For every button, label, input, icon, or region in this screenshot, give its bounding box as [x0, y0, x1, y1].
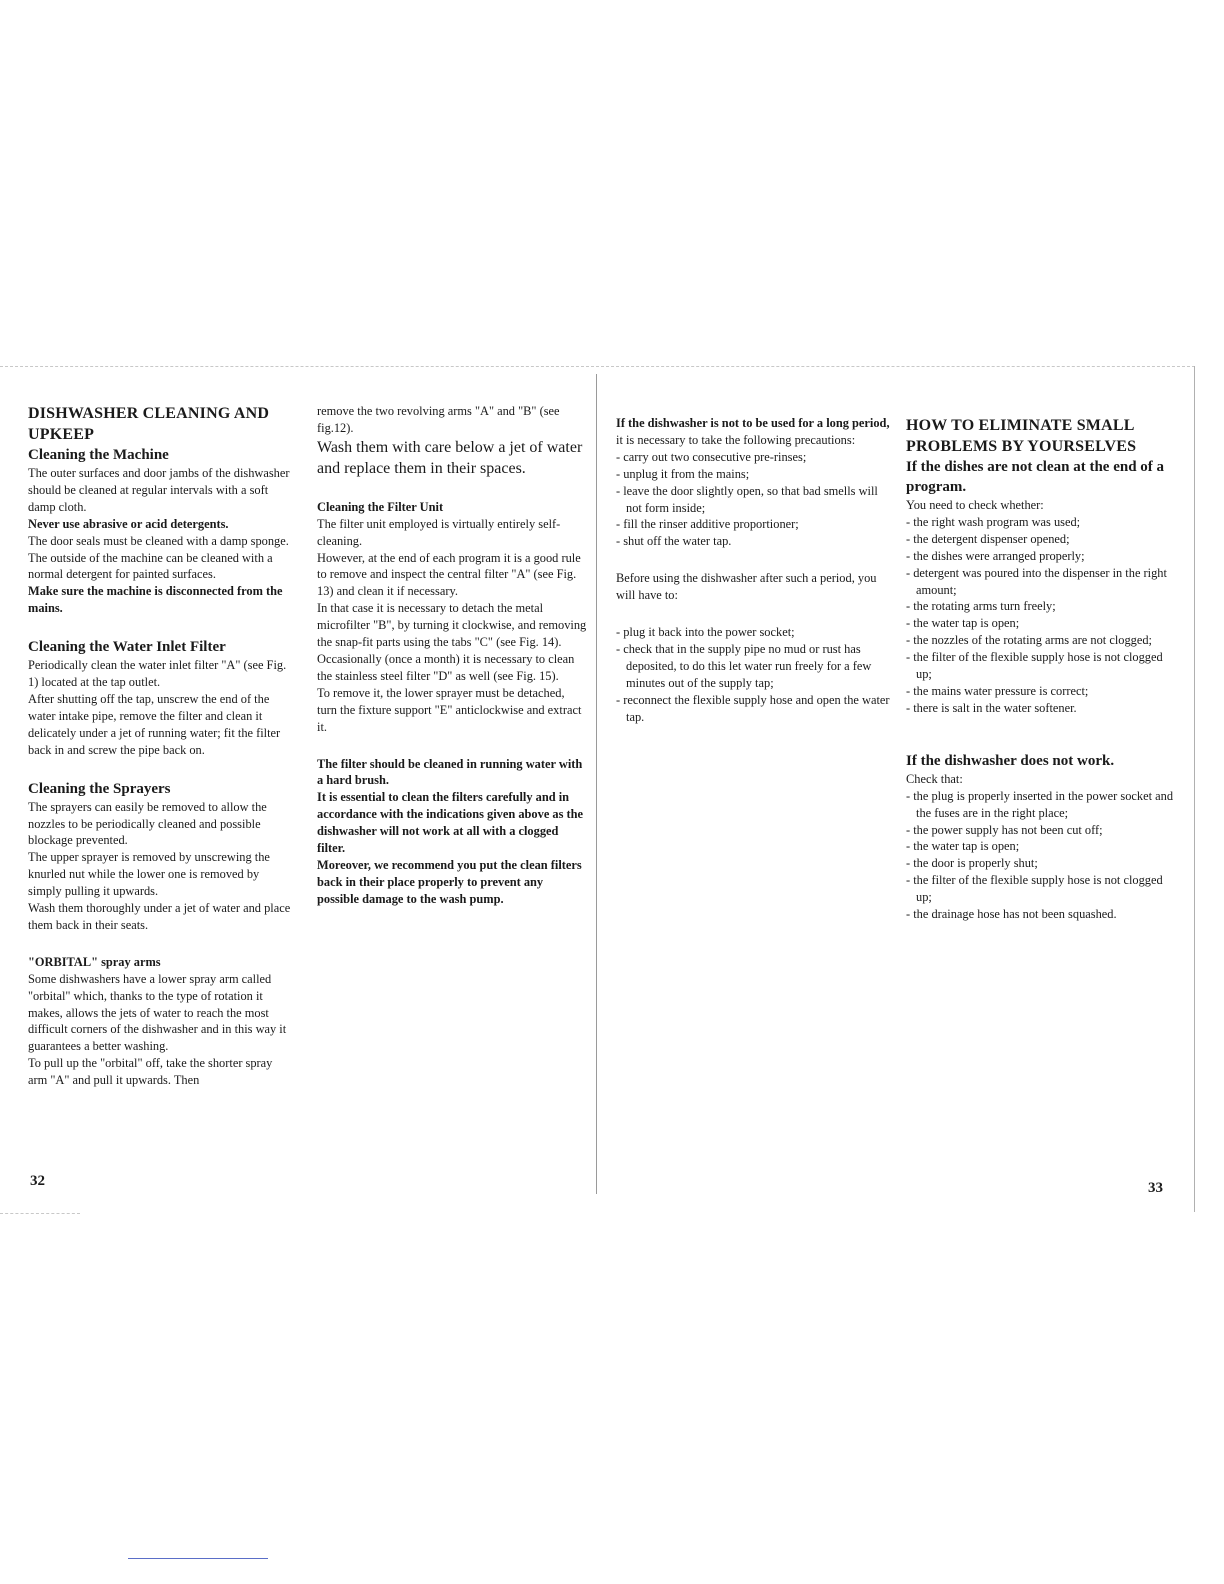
paragraph: The filter unit employed is virtually entirely self-cleaning.	[317, 516, 561, 548]
left-page-column-2	[317, 403, 587, 908]
list-item: - detergent was poured into the dispenser in the right amount;	[906, 565, 1167, 597]
list-item: - reconnect the flexible supply hose and open the water tap.	[616, 692, 890, 724]
paragraph: Periodically clean the water inlet filter "A" (see Fig. 1) located at the tap outlet.	[28, 658, 287, 690]
filter-note: The filter should be cleaned in running water with a hard brush.	[317, 756, 583, 788]
scan-edge-bottom	[0, 1213, 80, 1214]
not-work-heading: If the dishwasher does not work.	[906, 752, 1115, 769]
paragraph: The outer surfaces and door jambs of the dishwasher should be cleaned at regular intervals with a soft damp cloth.	[28, 466, 290, 514]
list-item: - shut off the water tap.	[616, 534, 732, 549]
sprayers-heading: Cleaning the Sprayers	[28, 780, 171, 797]
right-page-column-2	[906, 415, 1176, 923]
filter-note: It is essential to clean the filters carefully and in accordance with the indications given above as the dishwasher will not work at all with a clogged filter.	[317, 790, 584, 856]
paragraph: Wash them thoroughly under a jet of water and place them back in their seats.	[28, 901, 291, 932]
long-period-lead: If the dishwasher is not to be used for a long period,	[616, 416, 890, 430]
problems-title: HOW TO ELIMINATE SMALL PROBLEMS BY YOURSELVES	[906, 417, 1137, 455]
list-item: - the plug is properly inserted in the power socket and the fuses are in the right place;	[906, 788, 1174, 820]
left-page-column-1	[28, 403, 293, 1089]
long-period-intro	[616, 415, 891, 449]
list-item: - the power supply has not been cut off;	[906, 822, 1103, 837]
list-item: - leave the door slightly open, so that bad smells will not form inside;	[616, 483, 878, 515]
page-edge-right	[1194, 366, 1195, 1212]
warning-text: Never use abrasive or acid detergents.	[28, 516, 229, 531]
cleaning-machine-heading: Cleaning the Machine	[28, 447, 169, 463]
list-item: - the mains water pressure is correct;	[906, 683, 1089, 698]
page-gutter	[596, 374, 597, 1194]
warning-text: Make sure the machine is disconnected from the mains.	[28, 584, 283, 616]
list-item: - the right wash program was used;	[906, 514, 1081, 529]
list-item: - the door is properly shut;	[906, 856, 1038, 871]
list-item: - the water tap is open;	[906, 839, 1020, 854]
paragraph: The outside of the machine can be cleaned with a normal detergent for painted surfaces.	[28, 550, 273, 582]
paragraph: The sprayers can easily be removed to allow the nozzles to be periodically cleaned and possible blockage prevented.	[28, 799, 267, 848]
paragraph: The door seals must be cleaned with a damp sponge.	[28, 533, 289, 548]
list-item: - the rotating arms turn freely;	[906, 599, 1056, 614]
list-item: - unplug it from the mains;	[616, 466, 750, 481]
paragraph: Before using the dishwasher after such a period, you will have to:	[616, 571, 877, 603]
filter-unit-heading: Cleaning the Filter Unit	[317, 499, 444, 514]
paragraph: The upper sprayer is removed by unscrewing the knurled nut while the lower one is removed by simply pulling it upwards.	[28, 850, 270, 899]
paragraph: To remove it, the lower sprayer must be detached, turn the fixture support "E" anticlockwise and extract it.	[317, 685, 582, 734]
paragraph: To pull up the "orbital" off, take the shorter spray arm "A" and pull it upwards. Then	[28, 1056, 273, 1088]
list-item: - the nozzles of the rotating arms are not clogged;	[906, 633, 1153, 648]
list-item: - the dishes were arranged properly;	[906, 548, 1085, 563]
long-period-lead-rest: it is necessary to take the following precautions:	[616, 432, 856, 447]
paragraph: In that case it is necessary to detach the metal microfilter "B", by turning it clockwise, and removing the snap-fit parts using the tabs "C" (see Fig. 14).	[317, 601, 587, 650]
list-item: - fill the rinser additive proportioner;	[616, 517, 799, 532]
paragraph-large: Wash them with care below a jet of water and replace them in their spaces.	[317, 438, 583, 477]
right-page-column-1	[616, 415, 891, 726]
list-item: - plug it back into the power socket;	[616, 625, 795, 640]
paragraph: After shutting off the tap, unscrew the end of the water intake pipe, remove the filter and clean it delicately under a jet of running water; fit the filter back in and screw the pipe back on.	[28, 691, 281, 757]
list-item: - the filter of the flexible supply hose is not clogged up;	[906, 873, 1163, 905]
list-item: - the filter of the flexible supply hose is not clogged up;	[906, 650, 1163, 682]
list-item: - the water tap is open;	[906, 616, 1020, 631]
page-number-right: 33	[1148, 1180, 1163, 1196]
paragraph: You need to check whether:	[906, 498, 1044, 512]
list-item: - the detergent dispenser opened;	[906, 531, 1070, 546]
list-item: - there is salt in the water softener.	[906, 700, 1077, 715]
page-number-left: 32	[30, 1173, 45, 1189]
list-item: - carry out two consecutive pre-rinses;	[616, 449, 807, 464]
page-title: DISHWASHER CLEANING AND UPKEEP	[28, 405, 270, 443]
paragraph: Check that:	[906, 771, 963, 786]
paragraph: Occasionally (once a month) it is necessary to clean the stainless steel filter "D" as well (see Fig. 15).	[317, 651, 575, 683]
not-clean-heading: If the dishes are not clean at the end of a program.	[906, 459, 1165, 495]
paragraph: remove the two revolving arms "A" and "B" (see fig.12).	[317, 404, 560, 435]
orbital-heading: "ORBITAL" spray arms	[28, 954, 161, 969]
paragraph: Some dishwashers have a lower spray arm called "orbital" which, thanks to the type of rotation it makes, allows the jets of water to reach the most difficult corners of the dishwasher and in this way it guarantees a better washing.	[28, 971, 287, 1054]
filter-note: Moreover, we recommend you put the clean filters back in their place properly to prevent any possible damage to the wash pump.	[317, 857, 582, 906]
paragraph: However, at the end of each program it is a good rule to remove and inspect the central filter "A" (see Fig. 13) and clean it if necessary.	[317, 550, 581, 599]
inlet-filter-heading: Cleaning the Water Inlet Filter	[28, 639, 226, 656]
list-item: - the drainage hose has not been squashed.	[906, 907, 1117, 922]
scan-edge-top	[0, 366, 1195, 367]
list-item: - check that in the supply pipe no mud or rust has deposited, to do this let water run freely for a few minutes out of the supply tap;	[616, 641, 872, 690]
footer-underline	[128, 1558, 268, 1559]
